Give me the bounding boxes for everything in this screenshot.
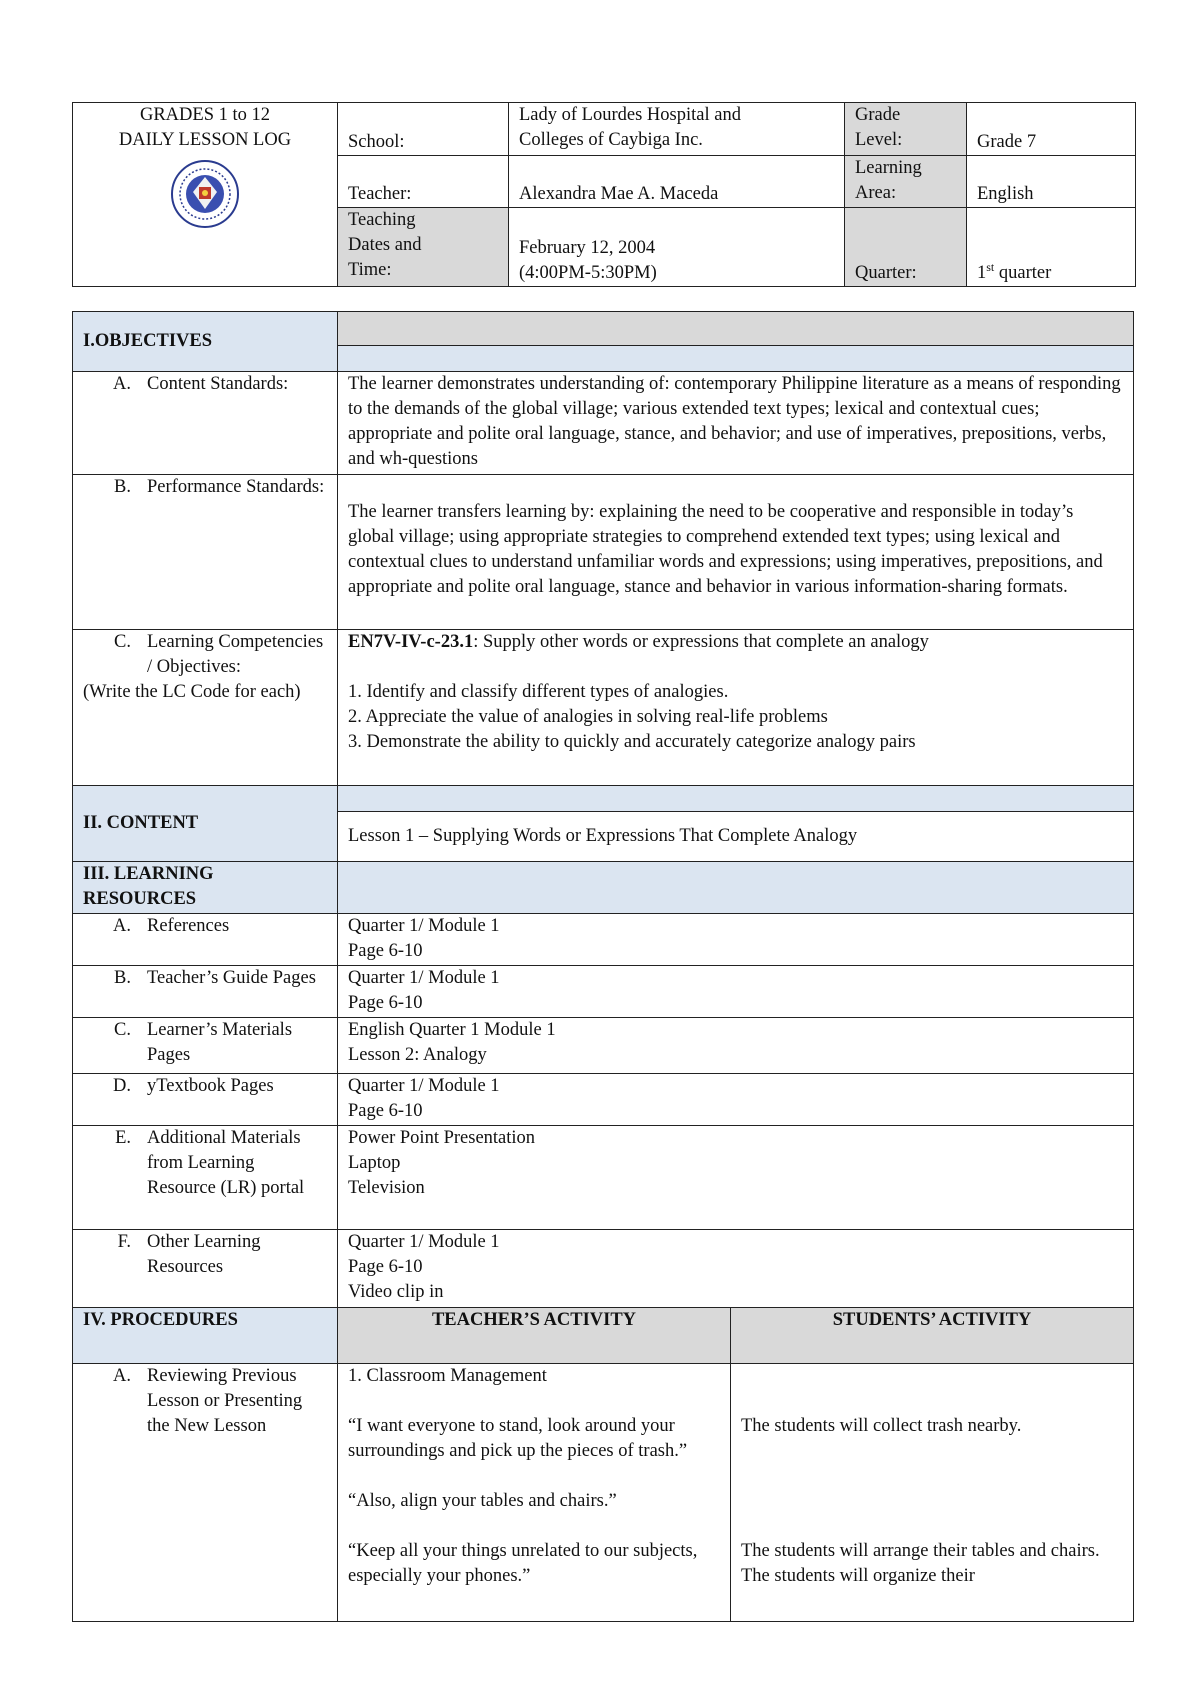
- student-activity-item: The students will arrange their tables and chairs.: [741, 1541, 1100, 1561]
- competencies-note: (Write the LC Code for each): [83, 682, 301, 702]
- resource-value-cell: [338, 966, 1134, 1018]
- resource-letter: B.: [114, 968, 131, 988]
- grade-label: [845, 103, 967, 156]
- resource-line: Page 6-10: [348, 1257, 423, 1277]
- teacher-activity-cell: [338, 1364, 731, 1622]
- resources-heading: III. LEARNING RESOURCES: [73, 862, 338, 914]
- teacher-activity-item: “I want everyone to stand, look around your surroundings and pick up the pieces of trash.”: [348, 1416, 688, 1461]
- resource-label-cell: [73, 1230, 338, 1308]
- performance-standards-cell: [338, 475, 1134, 630]
- resource-value-cell: [338, 914, 1134, 966]
- area-label-line2: Area:: [855, 183, 897, 203]
- student-spacer: [741, 1464, 1123, 1489]
- resource-value-cell: [338, 1018, 1134, 1074]
- resource-line: Laptop: [348, 1153, 401, 1173]
- lc-code: EN7V-IV-c-23.1: [348, 632, 474, 652]
- performance-standards-label-cell: [73, 475, 338, 630]
- resource-line: Video clip in: [348, 1282, 444, 1302]
- teacher-spacer: [348, 1514, 720, 1539]
- quarter-suffix: st: [986, 259, 995, 274]
- resource-label-cell: [73, 1126, 338, 1230]
- resource-value-cell: [338, 1126, 1134, 1230]
- procedure-a-letter: A.: [113, 1366, 131, 1386]
- content-standards-text: The learner demonstrates understanding of: contemporary Philippine literature as a means of responding to the demands of the global village; various extended text types; lexical and contextual cues; appropriate and polite oral language, stance, and behavior; and use of imperatives, prepositions, verbs, and wh-questions: [338, 372, 1134, 475]
- resource-label: Other Learning Resources: [147, 1232, 261, 1277]
- resource-label: Teacher’s Guide Pages: [147, 968, 316, 988]
- teacher-activity-item: 1. Classroom Management: [348, 1366, 547, 1386]
- resource-letter: D.: [113, 1076, 131, 1096]
- performance-standards-label: Performance Standards:: [147, 477, 325, 497]
- school-label: School:: [338, 103, 509, 156]
- dates-label-line2: Dates and: [348, 235, 422, 255]
- lc-code-line: [348, 630, 1123, 655]
- resource-value-cell: [338, 1074, 1134, 1126]
- objectives-header-blue: [338, 346, 1134, 372]
- student-spacer: [741, 1364, 1123, 1389]
- resource-letter: F.: [117, 1232, 131, 1252]
- performance-standards-letter: B.: [114, 477, 131, 497]
- competencies-cell: [338, 630, 1134, 786]
- procedure-a-label-cell: [73, 1364, 338, 1622]
- student-spacer: [741, 1514, 1123, 1539]
- teacher-activity-header: TEACHER’S ACTIVITY: [338, 1308, 731, 1364]
- resource-value-cell: [338, 1230, 1134, 1308]
- resource-label-cell: [73, 1018, 338, 1074]
- school-value-line1: Lady of Lourdes Hospital and: [519, 105, 741, 125]
- dates-value-line2: (4:00PM-5:30PM): [519, 263, 657, 283]
- performance-standards-text: The learner transfers learning by: explaining the need to be cooperative and responsible in today’s global village; using appropriate strategies to comprehend extended text types; using lexical and contextual clues to understand unfamiliar words and expressions; using imperatives, prepositions, and appropriate and polite oral language, stance and behavior in various information-sharing formats.: [348, 502, 1103, 597]
- log-title-line2: DAILY LESSON LOG: [118, 130, 292, 150]
- lesson-log-header: [72, 102, 1136, 287]
- resource-label-cell: [73, 1074, 338, 1126]
- student-activity-item: The students will collect trash nearby.: [741, 1416, 1022, 1436]
- resource-line: Quarter 1/ Module 1: [348, 1232, 500, 1252]
- grade-label-line1: Grade: [855, 105, 901, 125]
- resource-letter: C.: [114, 1020, 131, 1040]
- resource-line: Lesson 2: Analogy: [348, 1045, 487, 1065]
- area-label-line1: Learning: [855, 158, 922, 178]
- quarter-value: [967, 208, 1136, 287]
- quarter-number: 1: [977, 263, 987, 283]
- student-spacer: [741, 1389, 1123, 1414]
- content-heading: II. CONTENT: [73, 786, 338, 862]
- lesson-log-body: [72, 311, 1134, 1622]
- quarter-rest: quarter: [994, 263, 1052, 283]
- grade-value: Grade 7: [967, 103, 1136, 156]
- grade-label-line2: Level:: [855, 130, 903, 150]
- objective-item: 3. Demonstrate the ability to quickly and accurately categorize analogy pairs: [348, 732, 916, 752]
- dates-value: [509, 208, 845, 287]
- area-value: English: [967, 156, 1136, 208]
- objective-item: 2. Appreciate the value of analogies in solving real-life problems: [348, 707, 828, 727]
- school-value-line2: Colleges of Caybiga Inc.: [519, 130, 703, 150]
- school-value: [509, 103, 845, 156]
- competencies-letter: C.: [114, 632, 131, 652]
- resource-line: Page 6-10: [348, 1101, 423, 1121]
- deped-seal-icon: [170, 159, 240, 229]
- competencies-label-cell: [73, 630, 338, 786]
- content-standards-label: Content Standards:: [147, 374, 289, 394]
- log-title-cell: [73, 103, 338, 287]
- content-standards-letter: A.: [113, 374, 131, 394]
- resource-line: English Quarter 1 Module 1: [348, 1020, 556, 1040]
- resource-line: Power Point Presentation: [348, 1128, 536, 1148]
- log-title-line1: GRADES 1 to 12: [139, 105, 271, 125]
- dates-label-line3: Time:: [348, 260, 392, 280]
- student-activity-item: The students will organize their: [741, 1566, 975, 1586]
- resource-label-cell: [73, 966, 338, 1018]
- procedures-heading: IV. PROCEDURES: [73, 1308, 338, 1364]
- resource-line: Quarter 1/ Module 1: [348, 968, 500, 988]
- procedure-a-label: Reviewing Previous Lesson or Presenting the New Lesson: [147, 1366, 303, 1436]
- student-spacer: [741, 1489, 1123, 1514]
- teacher-value: Alexandra Mae A. Maceda: [509, 156, 845, 208]
- teacher-spacer: [348, 1389, 720, 1414]
- dates-value-line1: February 12, 2004: [519, 238, 656, 258]
- performance-spacer: [348, 475, 1123, 500]
- resource-line: Quarter 1/ Module 1: [348, 916, 500, 936]
- resource-label-cell: [73, 914, 338, 966]
- competencies-spacer: [348, 655, 1123, 680]
- dates-label: [338, 208, 509, 287]
- students-activity-header: STUDENTS’ ACTIVITY: [731, 1308, 1134, 1364]
- resource-line: Television: [348, 1178, 425, 1198]
- resource-line: Page 6-10: [348, 993, 423, 1013]
- dates-label-line1: Teaching: [348, 210, 416, 230]
- teacher-activity-item: “Also, align your tables and chairs.”: [348, 1491, 617, 1511]
- area-label: [845, 156, 967, 208]
- resource-letter: A.: [113, 916, 131, 936]
- student-spacer: [741, 1439, 1123, 1464]
- teacher-spacer: [348, 1464, 720, 1489]
- competencies-label: Learning Competencies / Objectives:: [147, 632, 324, 677]
- resource-letter: E.: [115, 1128, 131, 1148]
- resources-header-blue: [338, 862, 1134, 914]
- objective-item: 1. Identify and classify different types of analogies.: [348, 682, 729, 702]
- lc-text: : Supply other words or expressions that complete an analogy: [473, 632, 929, 652]
- content-header-blue: [338, 786, 1134, 812]
- content-standards-label-cell: [73, 372, 338, 475]
- quarter-label: Quarter:: [845, 208, 967, 287]
- students-activity-cell: [731, 1364, 1134, 1622]
- resource-label: References: [147, 916, 230, 936]
- resource-label: yTextbook Pages: [147, 1076, 274, 1096]
- teacher-label: Teacher:: [338, 156, 509, 208]
- resource-label: Learner’s Materials Pages: [147, 1020, 293, 1065]
- objectives-header-gray: [338, 312, 1134, 346]
- teacher-activity-item: “Keep all your things unrelated to our subjects, especially your phones.”: [348, 1541, 698, 1586]
- resource-line: Quarter 1/ Module 1: [348, 1076, 500, 1096]
- resource-line: Page 6-10: [348, 941, 423, 961]
- objectives-heading: I.OBJECTIVES: [73, 312, 338, 372]
- content-lesson: Lesson 1 – Supplying Words or Expressions That Complete Analogy: [338, 812, 1134, 862]
- resource-label: Additional Materials from Learning Resource (LR) portal: [147, 1128, 305, 1198]
